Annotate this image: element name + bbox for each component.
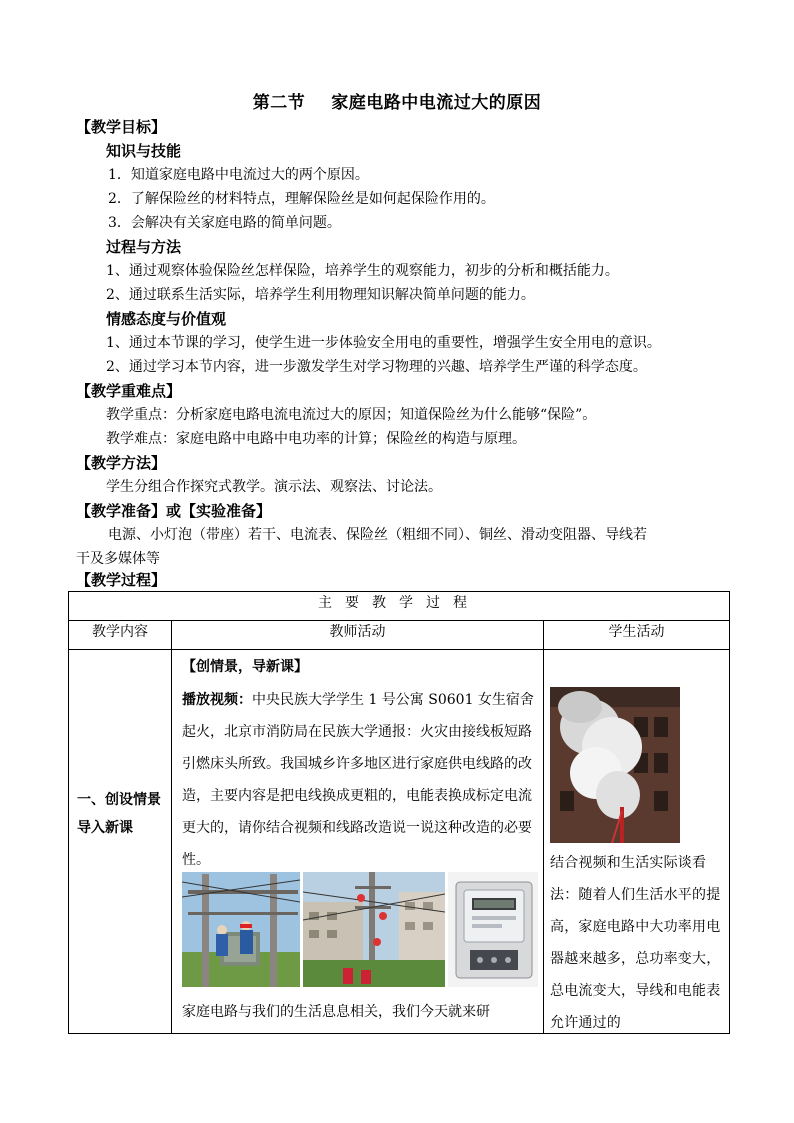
content-label-line-1: 一、创设情景	[77, 792, 161, 808]
key-point: 教学重点：分析家庭电路电流电流过大的原因；知道保险丝为什么能够“保险”。	[106, 407, 597, 423]
teacher-cell	[172, 650, 544, 1034]
student-activity	[544, 650, 729, 1033]
hard-point: 教学难点：家庭电路中电路中电功率的计算；保险丝的构造与原理。	[106, 431, 526, 447]
prep-line-2: 干及多媒体等	[76, 551, 160, 567]
page-title	[0, 88, 794, 113]
teacher-text: 中央民族大学学生 1 号公寓 S0601 女生宿舍起火，北京市消防局在民族大学通报：火灾由接线板短路引燃床头所致。我国城乡许多地区进行家庭供电线路的改造，主要内容是把电线换成更粗的，电能表换成标定电流更大的，请你结合视频和线路改造说一说这种改造的必要性。	[182, 692, 534, 868]
content-label-line-2: 导入新课	[77, 820, 133, 836]
emotion-title: 情感态度与价值观	[106, 310, 227, 328]
table-main-title: 主要教学过程	[69, 592, 730, 621]
col-header-content: 教学内容	[69, 621, 172, 650]
process-item-1: 1、通过观察体验保险丝怎样保险，培养学生的观察能力，初步的分析和概括能力。	[106, 263, 619, 279]
knowledge-title: 知识与技能	[106, 142, 182, 160]
teacher-tail: 家庭电路与我们的生活息息相关，我们今天就来研	[182, 1004, 490, 1020]
prep-header-experiment: 【实验准备】	[181, 502, 272, 520]
student-cell	[544, 650, 730, 1034]
process-item-2: 2、通过联系生活实际，培养学生利用物理知识解决简单问题的能力。	[106, 287, 535, 303]
table-title-row	[69, 592, 730, 621]
knowledge-item-3: 3．会解决有关家庭电路的简单问题。	[108, 215, 341, 231]
content-cell	[69, 650, 172, 1034]
teaching-process-table	[68, 591, 730, 1034]
prep-line-1: 电源、小灯泡（带座）若干、电流表、保险丝（粗细不同）、铜丝、滑动变阻器、导线若	[108, 527, 647, 543]
electric-meter-photo	[448, 872, 538, 987]
knowledge-item-1: 1．知道家庭电路中电流过大的两个原因。	[108, 167, 369, 183]
method-header: 【教学方法】	[76, 454, 167, 472]
table-row	[69, 650, 730, 1034]
content-label	[77, 786, 177, 842]
col-header-teacher: 教师活动	[172, 621, 544, 650]
knowledge-item-2: 2．了解保险丝的材料特点，理解保险丝是如何起保险作用的。	[108, 191, 495, 207]
prep-header	[76, 501, 271, 521]
emotion-item-1: 1、通过本节课的学习，使学生进一步体验安全用电的重要性，增强学生安全用电的意识。	[106, 335, 661, 351]
process-header: 【教学过程】	[76, 571, 167, 589]
section-name: 家庭电路中电流过大的原因	[331, 93, 542, 113]
power-line-repair-photo	[303, 872, 445, 987]
prep-header-teaching: 【教学准备】	[76, 502, 167, 520]
method-text: 学生分组合作探究式教学。演示法、观察法、讨论法。	[106, 479, 442, 495]
teacher-activity	[172, 650, 543, 1033]
dormitory-fire-smoke-photo	[550, 687, 680, 843]
table-header-row	[69, 621, 730, 650]
workers-on-transformer-photo	[182, 872, 300, 987]
photo-strip	[182, 872, 538, 987]
teacher-subheading: 【创情景，导新课】	[182, 659, 308, 675]
emotion-item-2: 2、通过学习本节内容，进一步激发学生对学习物理的兴趣、培养学生严谨的科学态度。	[106, 359, 647, 375]
difficulty-header: 【教学重难点】	[76, 382, 182, 400]
student-text: 结合视频和生活实际谈看法：随着人们生活水平的提高，家庭电路中大功率用电器越来越多，总功率变大，总电流变大，导线和电能表允许通过的	[550, 855, 721, 1031]
process-title: 过程与方法	[106, 238, 182, 256]
col-header-student: 学生活动	[544, 621, 730, 650]
goals-header: 【教学目标】	[76, 118, 167, 136]
prep-header-or: 或	[166, 502, 182, 520]
teacher-paragraph	[182, 684, 536, 876]
teacher-lead: 播放视频：	[182, 692, 252, 708]
section-number: 第二节	[252, 93, 306, 113]
